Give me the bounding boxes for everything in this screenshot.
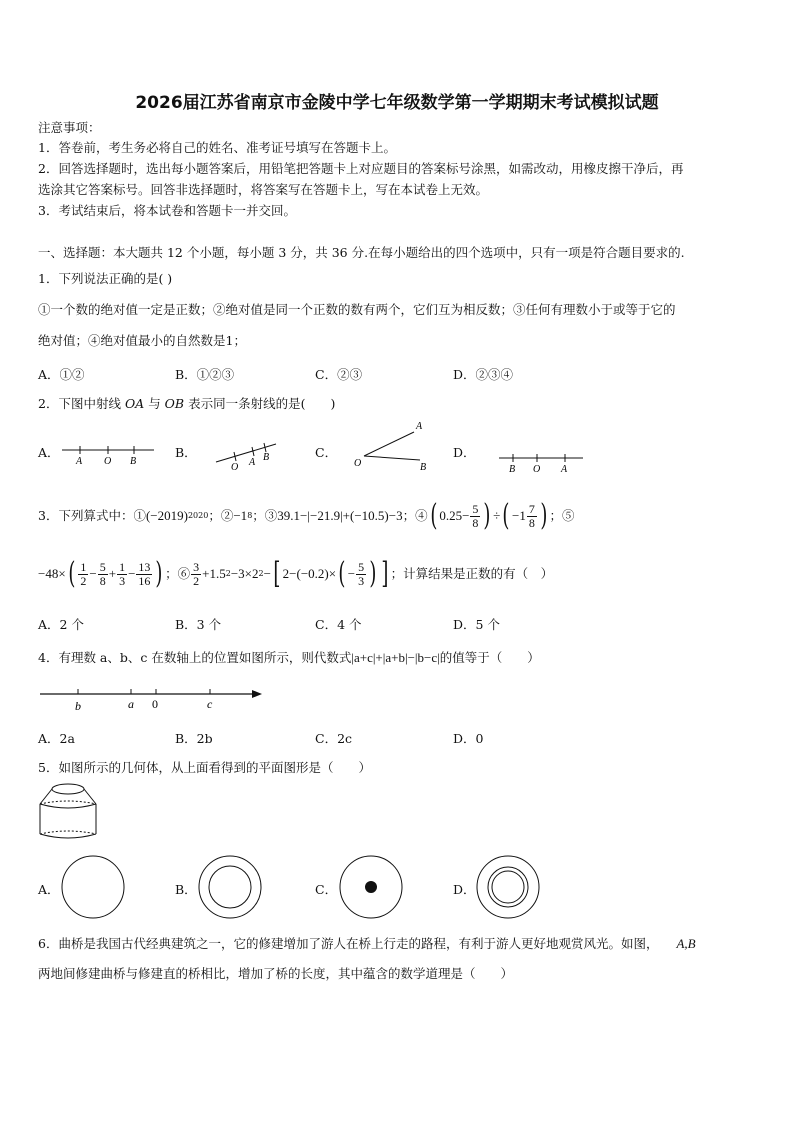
q2a-label-a: A	[76, 456, 83, 467]
q4-option-c[interactable]: C．2c	[315, 731, 353, 746]
q4-option-a[interactable]: A．2a	[38, 731, 75, 746]
q2-figure-d	[495, 448, 587, 476]
q4-number-line	[38, 685, 268, 715]
q5-option-d[interactable]: D．	[453, 882, 476, 897]
q6-line2: 两地间修建曲桥与修建直的桥相比，增加了桥的长度，其中蕴含的数学道理是（ ）	[38, 966, 514, 981]
notice-item-2: 2．回答选择题时，选出每小题答案后，用铅笔把答题卡上对应题目的答案标号涂黑，如需改动，用橡皮擦干净后，再	[38, 161, 684, 176]
section-heading: 一、选择题：本大题共 12 个小题，每小题 3 分，共 36 分.在每小题给出的四个选项中，只有一项是符合题目要求的.	[38, 245, 685, 260]
q1-option-b[interactable]: B．①②③	[175, 367, 235, 382]
q2d-label-b: B	[509, 464, 516, 475]
q3-option-b[interactable]: B．3 个	[175, 617, 222, 632]
q2-stem: 2．下图中射线 OA 与 OB 表示同一条射线的是( )	[38, 396, 336, 411]
q5-solid-figure	[36, 780, 100, 846]
q2d-label-o: O	[533, 464, 541, 475]
q2b-label-a: A	[249, 457, 256, 468]
q2c-label-b: B	[420, 462, 427, 472]
q3-line1: 3．下列算式中：① (−2019) 2020 ；② −1 8 ；③ 39.1−|−21.9|+(−10.5)−3 ；④ ( 0.25− $\frac{5}{8}$ ) ÷ ( −1 $\frac{7}{8}$ ) ；⑤	[38, 498, 575, 533]
q4-option-d[interactable]: D．0	[453, 731, 484, 746]
q1-option-d[interactable]: D．②③④	[453, 367, 514, 382]
q4-option-b[interactable]: B．2b	[175, 731, 213, 746]
q4-stem: 4．有理数 a、b、c 在数轴上的位置如图所示，则代数式|a+c|+|a+b|−|b−c|的值等于（ ）	[38, 650, 540, 665]
q2a-label-b: B	[130, 456, 137, 467]
q2-figure-c	[350, 418, 440, 472]
q5-figure-d	[475, 854, 541, 920]
q5-stem: 5．如图所示的几何体，从上面看得到的平面图形是（ ）	[38, 760, 371, 775]
notice-item-2-cont: 选涂其它答案标号。回答非选择题时，将答案写在答题卡上，写在本试卷上无效。	[38, 182, 489, 197]
q2b-label-o: O	[231, 462, 239, 473]
q5-option-a[interactable]: A．	[38, 882, 60, 897]
q1-stem: 1．下列说法正确的是( )	[38, 271, 173, 286]
q2-figure-b	[212, 436, 282, 474]
q2-option-a[interactable]: A．	[38, 445, 60, 460]
q6-line1: 6．曲桥是我国古代经典建筑之一，它的修建增加了游人在桥上行走的路程，有利于游人更好地观赏风光。如图， A,B	[38, 936, 696, 951]
q2d-label-a: A	[561, 464, 568, 475]
q5-figure-a	[60, 854, 126, 920]
q2-option-d[interactable]: D．	[453, 445, 476, 460]
q2b-label-b: B	[263, 452, 270, 463]
notice-item-3: 3．考试结束后，将本试卷和答题卡一并交回。	[38, 203, 296, 218]
q1-line2: 绝对值；④绝对值最小的自然数是1；	[38, 333, 246, 348]
q3-option-c[interactable]: C．4 个	[315, 617, 362, 632]
q1-option-a[interactable]: A．①②	[38, 367, 85, 382]
q5-figure-c	[338, 854, 404, 920]
q4-label-zero: 0	[152, 697, 158, 711]
page-title: 2026届江苏省南京市金陵中学七年级数学第一学期期末考试模拟试题	[135, 93, 659, 113]
q5-figure-b	[197, 854, 263, 920]
q2c-label-o: O	[354, 458, 362, 469]
notice-heading: 注意事项：	[38, 120, 101, 135]
q3-option-d[interactable]: D．5 个	[453, 617, 500, 632]
q2c-label-a: A	[416, 421, 423, 432]
q1-option-c[interactable]: C．②③	[315, 367, 363, 382]
q2-option-c[interactable]: C．	[315, 445, 338, 460]
q4-label-b: b	[75, 699, 81, 713]
q4-label-a: a	[128, 697, 134, 711]
q2-option-b[interactable]: B．	[175, 445, 197, 460]
q2-figure-a	[58, 440, 158, 468]
notice-item-1: 1．答卷前，考生务必将自己的姓名、准考证号填写在答题卡上。	[38, 140, 396, 155]
q1-line1: ①一个数的绝对值一定是正数；②绝对值是同一个正数的数有两个，它们互为相反数；③任何有理数小于或等于它的	[38, 302, 676, 317]
q2a-label-o: O	[104, 456, 112, 467]
q4-label-c: c	[207, 697, 213, 711]
q3-line2: −48× ( $\frac{1}{2}$ − $\frac{5}{8}$ + $\frac{1}{3}$ − $\frac{13}{16}$ ) ；⑥ $\frac{3}{2}$ +1.5 2 −3×2 2 − [ 2−(−0.2)× ( − $\frac{5}{3}$ ) ] ；计算结果是正数的有（ ）	[38, 556, 554, 591]
q5-option-b[interactable]: B．	[175, 882, 197, 897]
q5-option-c[interactable]: C．	[315, 882, 338, 897]
q3-option-a[interactable]: A．2 个	[38, 617, 84, 632]
